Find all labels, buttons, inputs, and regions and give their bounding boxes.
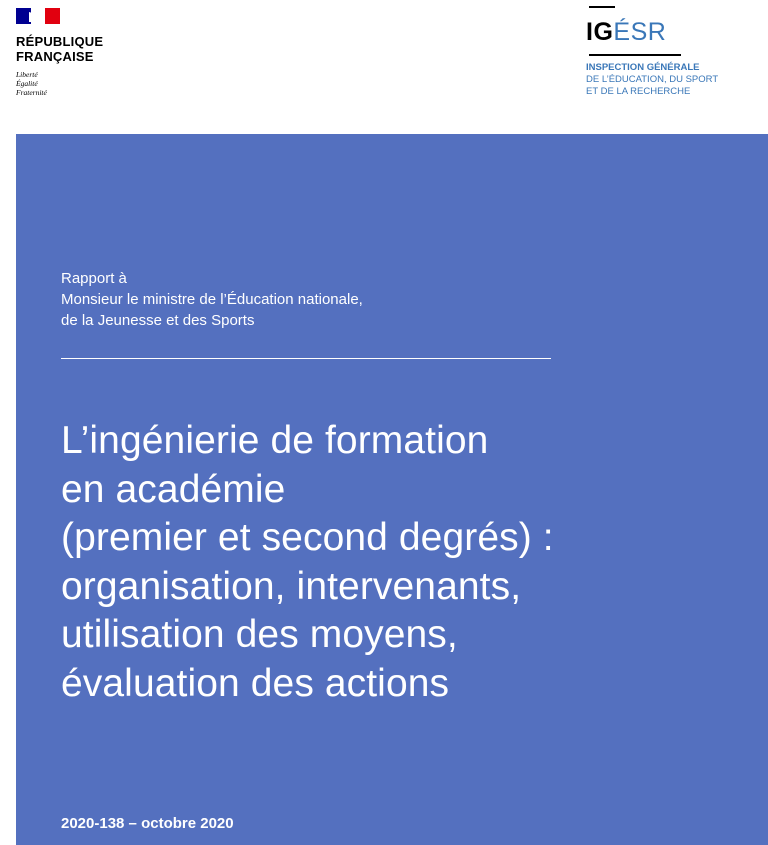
igesr-fullname-line-2: DE L’ÉDUCATION, DU SPORT: [586, 74, 719, 85]
igesr-fullname: [586, 62, 718, 98]
igesr-acronym: [586, 18, 666, 46]
report-addressee: [61, 268, 363, 331]
republique-name-line-2: FRANÇAISE: [16, 49, 94, 64]
title-line-5: utilisation des moyens,: [61, 613, 458, 656]
addressee-line-2: Monsieur le ministre de l’Éducation nationale,: [61, 291, 363, 308]
title-line-1: L’ingénierie de formation: [61, 419, 489, 462]
report-title: [61, 417, 554, 708]
igesr-underline: [589, 54, 681, 56]
republique-name-line-1: RÉPUBLIQUE: [16, 34, 104, 49]
igesr-fullname-line-1: INSPECTION GÉNÉRALE: [586, 62, 700, 73]
republique-motto: [16, 70, 47, 97]
igesr-acronym-ig: IG: [586, 18, 614, 46]
addressee-line-1: Rapport à: [61, 270, 127, 287]
igesr-fullname-line-3: ET DE LA RECHERCHE: [586, 86, 691, 97]
marianne-flag-icon: [16, 8, 60, 24]
motto-fraternite: Fraternité: [16, 88, 47, 97]
igesr-acronym-esr: ÉSR: [613, 18, 667, 46]
title-line-3: (premier et second degrés) :: [61, 516, 554, 559]
motto-egalite: Égalité: [16, 79, 38, 88]
title-line-6: évaluation des actions: [61, 661, 450, 705]
igesr-top-rule: [589, 6, 615, 8]
report-reference: 2020-138 – octobre 2020: [61, 815, 234, 832]
motto-liberte: Liberté: [16, 70, 38, 79]
republique-francaise-name: [16, 34, 103, 64]
cover-panel: [16, 134, 768, 845]
addressee-line-3: de la Jeunesse et des Sports: [61, 312, 255, 329]
title-line-2: en académie: [61, 467, 286, 511]
title-line-4: organisation, intervenants,: [61, 564, 522, 608]
addressee-separator: [61, 358, 551, 359]
